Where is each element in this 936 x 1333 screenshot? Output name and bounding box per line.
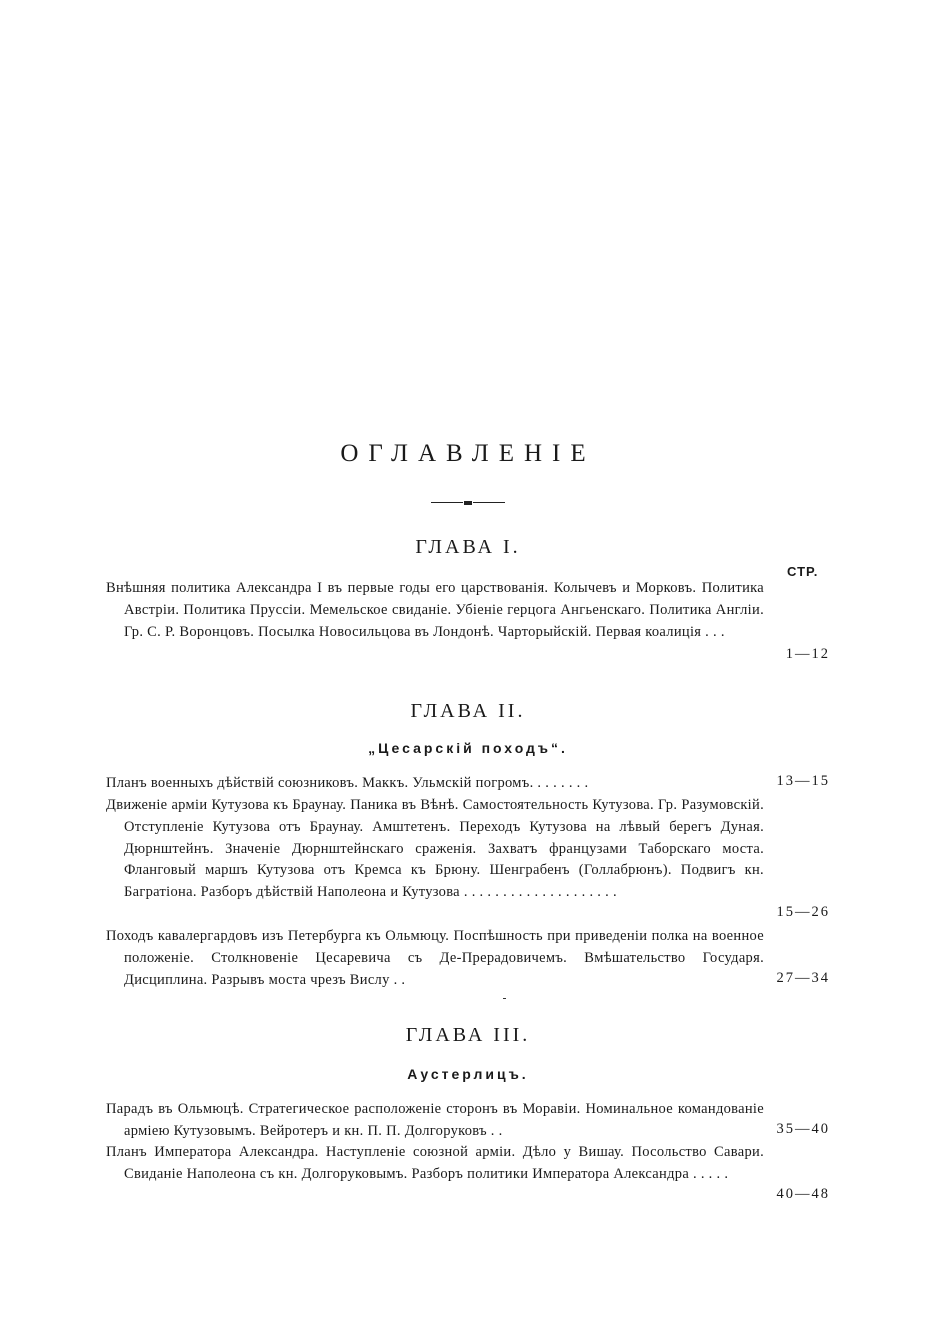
chapter-2-heading: ГЛАВА II.: [410, 700, 526, 722]
chapter-1-heading: ГЛАВА I.: [415, 536, 521, 558]
title-ornament: [0, 497, 936, 508]
chapter-2-subtitle: „Цесарскій походъ“.: [368, 740, 568, 756]
chapter-2-entry-2: Движеніе арміи Кутузова къ Браунау. Паника въ Вѣнѣ. Самостоятельность Кутузова. Гр. Разумовскій. Отступленіе Кутузова отъ Браунау. Амштетенъ. Переходъ Кутузова на лѣвый берегъ Дуная. Дюрнштейнъ. Значеніе Дюрнштейнскаго сраженія. Захватъ французами Таборскаго моста. Фланговый маршъ Кутузова отъ Кремса къ Брюну. Шенграбенъ (Голлабрюнъ). Подвигъ кн. Багратіона. Разборъ дѣйствій Наполеона и Кутузова . . . . . . . . . . . . . . . . . . . .: [106, 797, 764, 901]
chapter-2-entry-1: Планъ военныхъ дѣйствій союзниковъ. Маккъ. Ульмскій погромъ. . . . . . . .: [106, 775, 589, 791]
chapter-3-entry-2-pages: 40—48: [776, 1186, 830, 1202]
chapter-3-heading: ГЛАВА III.: [405, 1024, 531, 1046]
chapter-2-entry-1-pages: 13—15: [776, 773, 830, 789]
chapter-3-subtitle: Аустерлицъ.: [407, 1066, 529, 1082]
page-title: ОГЛАВЛЕНІЕ: [340, 440, 596, 467]
chapter-1-entry-1-pages: 1—12: [785, 646, 830, 662]
chapter-3-entry-2: Планъ Императора Александра. Наступленіе союзной арміи. Дѣло у Вишау. Посольство Савари. Свиданіе Наполеона съ кн. Долгоруковымъ. Разборъ политики Императора Александра . . . . .: [106, 1144, 764, 1182]
page-mark: [503, 998, 506, 999]
page-column-header: СТР.: [787, 564, 819, 579]
chapter-3-entry-1-pages: 35—40: [776, 1121, 830, 1137]
ornament-line-left: [431, 502, 463, 503]
chapter-3-entry-1: Парадъ въ Ольмюцѣ. Стратегическое расположеніе сторонъ въ Моравіи. Номинальное командованіе арміею Кутузовымъ. Вейротеръ и кн. П. П. Долгоруковъ . .: [106, 1101, 764, 1139]
chapter-2-entry-2-pages: 15—26: [776, 904, 830, 920]
chapter-1-entry-1: Внѣшняя политика Александра I въ первые годы его царствованія. Колычевъ и Морковъ. Политика Австріи. Политика Пруссіи. Мемельское свиданіе. Убіеніе герцога Ангьенскаго. Политика Англіи. Гр. С. Р. Воронцовъ. Посылка Новосильцова въ Лондонѣ. Чарторыйскій. Первая коалиція . . .: [106, 580, 764, 640]
chapter-2-entry-3: Походъ кавалергардовъ изъ Петербурга къ Ольмюцу. Поспѣшность при приведеніи полка на военное положеніе. Столкновеніе Цесаревича съ Де-Прерадовичемъ. Вмѣшательство Государя. Дисциплина. Разрывъ моста чрезъ Вислу . .: [106, 928, 764, 988]
chapter-2-entry-3-pages: 27—34: [776, 970, 830, 986]
ornament-line-right: [473, 502, 505, 503]
ornament-center: [464, 501, 472, 505]
